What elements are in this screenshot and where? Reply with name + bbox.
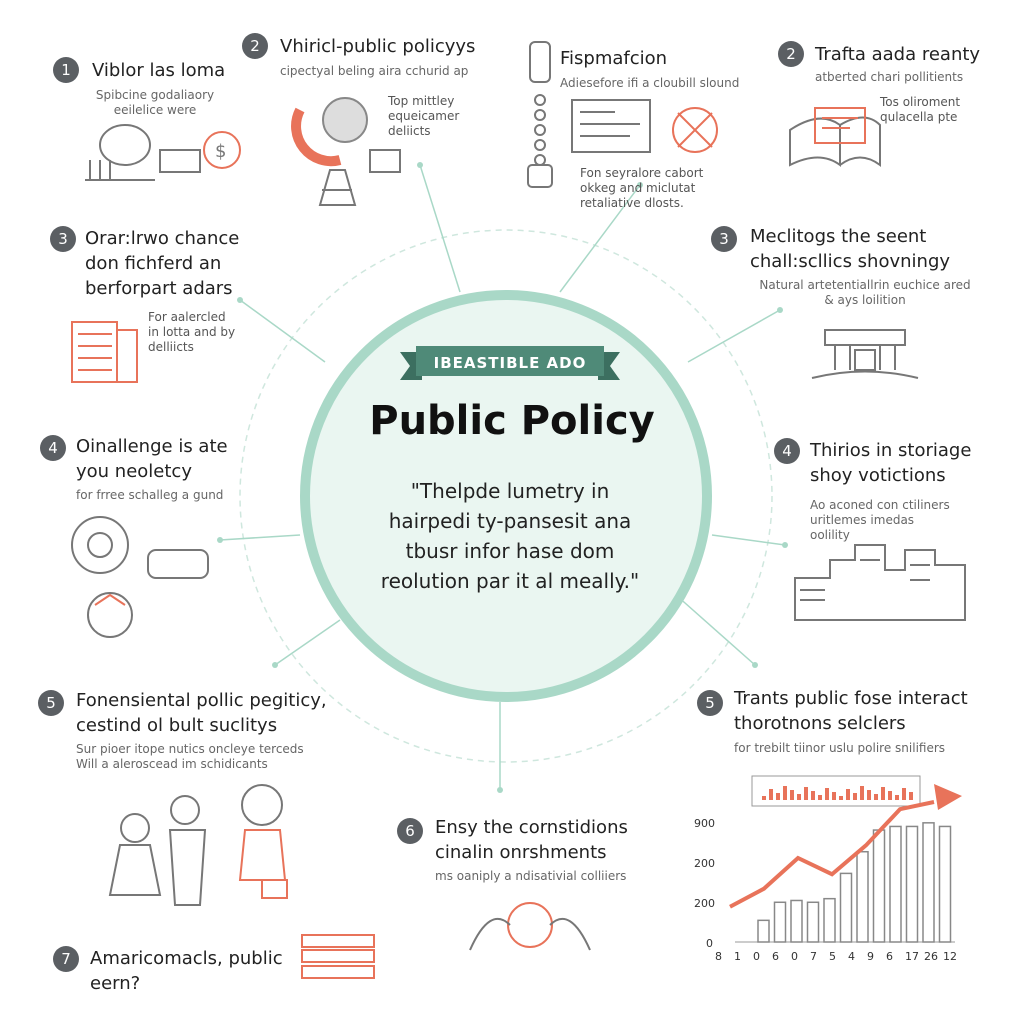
note-line: Tos oliroment [880,95,961,109]
x-tick: 5 [829,950,836,963]
title-line: Amaricomacls, public [90,948,283,969]
mini-bar [895,795,899,800]
mini-bar [790,790,794,800]
mini-bar [832,792,836,800]
x-tick: 17 [905,950,919,963]
item-number-badge: 6 [397,818,423,844]
title-line: cestind ol bult suclitys [76,715,278,736]
x-tick: 0 [753,950,760,963]
mini-bar [776,793,780,800]
chart-bar [940,826,951,942]
people-icon [110,785,287,905]
note-line: For aalercled [148,310,226,324]
item-title: Trafta aada reanty [815,44,981,65]
item-number-badge: 3 [50,226,76,252]
x-ticks [715,950,965,966]
item-title: Fispmafcion [560,48,668,69]
title-line: thorotnons selclers [734,713,906,734]
mini-bar [769,789,773,800]
chart-bar [890,826,901,942]
gears-hands-icon [72,517,208,637]
chart-bar [857,852,868,942]
item-number-badge: 3 [711,226,737,252]
x-tick: 7 [810,950,817,963]
signs-icon [302,935,374,978]
subtitle-line: Spibcine godaliaory [95,88,215,102]
note-line: equeicamer [388,109,460,123]
puzzle-chart-icon [296,98,400,205]
book-icon [790,108,880,165]
trend-chart-icon [690,770,970,970]
mini-bar [909,792,913,800]
x-tick: 0 [791,950,798,963]
title-line: eern? [90,973,141,994]
trend-arrowhead [934,784,962,810]
quote-line: hairpedi ty-pansesit ana [388,509,632,533]
mini-bar [867,790,871,800]
subtitle-line: Sur pioer itope nutics oncleye terceds [76,742,304,756]
item-title: Vhiricl-public policyys [280,36,476,57]
item-subtitle: cipectyal beling aira cchurid ap [280,64,469,78]
item-number-badge: 5 [697,690,723,716]
mini-bar [902,788,906,800]
subtitle-line: oolility [810,528,850,542]
subtitle-line: Natural artetentiallrin euchice ared [759,278,971,292]
chart-bar [824,899,835,942]
title-line: Orar:lrwo chance [85,228,240,249]
x-tick: 9 [867,950,874,963]
item-number-badge: 1 [53,57,79,83]
mini-bars [762,786,913,800]
item-subtitle: atberted chari pollitients [815,70,964,84]
item-number-badge: 4 [774,438,800,464]
item-subtitle: ms oaniply a ndisativial colliiers [435,869,627,883]
title-line: Ensy the cornstidions [435,817,628,838]
ribbon-label: IBEASTIBLE ADO [433,354,587,372]
y-tick: 200 [694,857,715,870]
item-subtitle: for trebilt tiinor uslu polire snilifiers [734,741,946,755]
mini-bar [825,788,829,800]
mini-bar [811,791,815,800]
x-tick: 6 [772,950,779,963]
svg-text:$: $ [215,141,227,162]
mini-bar [853,793,857,800]
title-line: Oinallenge is ate [76,436,228,457]
x-tick: 8 [715,950,722,963]
item-subtitle: Adiesefore ifi a cloubill slound [560,76,740,90]
chart-bar [791,900,802,942]
y-tick: 0 [706,937,713,950]
title-line: don fichferd an [85,253,222,274]
mini-bar [881,787,885,800]
mini-bar [888,791,892,800]
mini-bar [783,786,787,800]
note-line: delliicts [148,340,194,354]
chart-bar [907,826,918,942]
mini-bar [818,795,822,800]
note-line: okkeg and miclutat [580,181,696,195]
mini-bar [804,787,808,800]
x-tick: 1 [734,950,741,963]
mini-bar [762,796,766,800]
mini-bar [860,786,864,800]
title-line: Fonensiental pollic pegiticy, [76,690,327,711]
item-number-badge: 4 [40,435,66,461]
note-line: deliicts [388,124,431,138]
chart-bars [758,823,951,942]
chart-bar [775,902,786,942]
note-line: Fon seyralore cabort [580,166,704,180]
title-line: cinalin onrshments [435,842,607,863]
item-number-badge: 5 [38,690,64,716]
note-line: Top mittley [388,94,455,108]
x-tick: 26 [924,950,938,963]
y-tick: 200 [694,897,715,910]
x-tick: 4 [848,950,855,963]
subtitle-line: uritlemes imedas [810,513,915,527]
mini-bar [839,796,843,800]
chart-bar [808,902,819,942]
subtitle-line: Will a aleroscead im schidicants [76,757,268,771]
x-tick: 12 [943,950,957,963]
money-piggy-icon [85,125,240,180]
x-tick: 6 [886,950,893,963]
title-line: Trants public fose interact [734,688,968,709]
item-number-badge: 2 [778,41,804,67]
chart-bar [874,830,885,942]
page-title: Public Policy [369,398,655,444]
item-number-badge: 7 [53,946,79,972]
quote-line: reolution par it al meally." [380,569,640,593]
subtitle-line: eeilelice were [113,103,197,117]
document-chain-icon [528,42,717,187]
title-line: you neoletcy [76,461,192,482]
subtitle-line: & ays loilition [824,293,906,307]
title-line: Meclitogs the seent [750,226,927,247]
chart-bar [758,920,769,942]
note-line: retaliative dlosts. [580,196,684,210]
item-number-badge: 2 [242,33,268,59]
chart-bar [923,823,934,942]
y-tick: 900 [694,817,715,830]
city-skyline-icon [795,545,965,620]
note-line: in lotta and by [148,325,236,339]
title-line: Thirios in storiage [810,440,972,461]
title-line: chall:scllics shovningy [750,251,951,272]
mini-bar [874,794,878,800]
mini-bar [846,789,850,800]
hands-globe-icon [470,903,590,950]
quote-line: tbusr infor hase dom [405,539,615,563]
item-subtitle: for frree schalleg a gund [76,488,224,502]
subtitle-line: Ao aconed con ctiliners [810,498,950,512]
item-title: Viblor las loma [92,60,226,81]
government-building-icon [812,330,918,378]
trend-line [730,802,934,907]
mini-bar [797,794,801,800]
title-line: shoy votictions [810,465,946,486]
title-line: berforpart adars [85,278,233,299]
chart-bar [841,873,852,942]
documents-stack-icon [72,322,137,382]
quote-line: "Thelpde lumetry in [410,479,610,503]
note-line: qulacella pte [880,110,958,124]
